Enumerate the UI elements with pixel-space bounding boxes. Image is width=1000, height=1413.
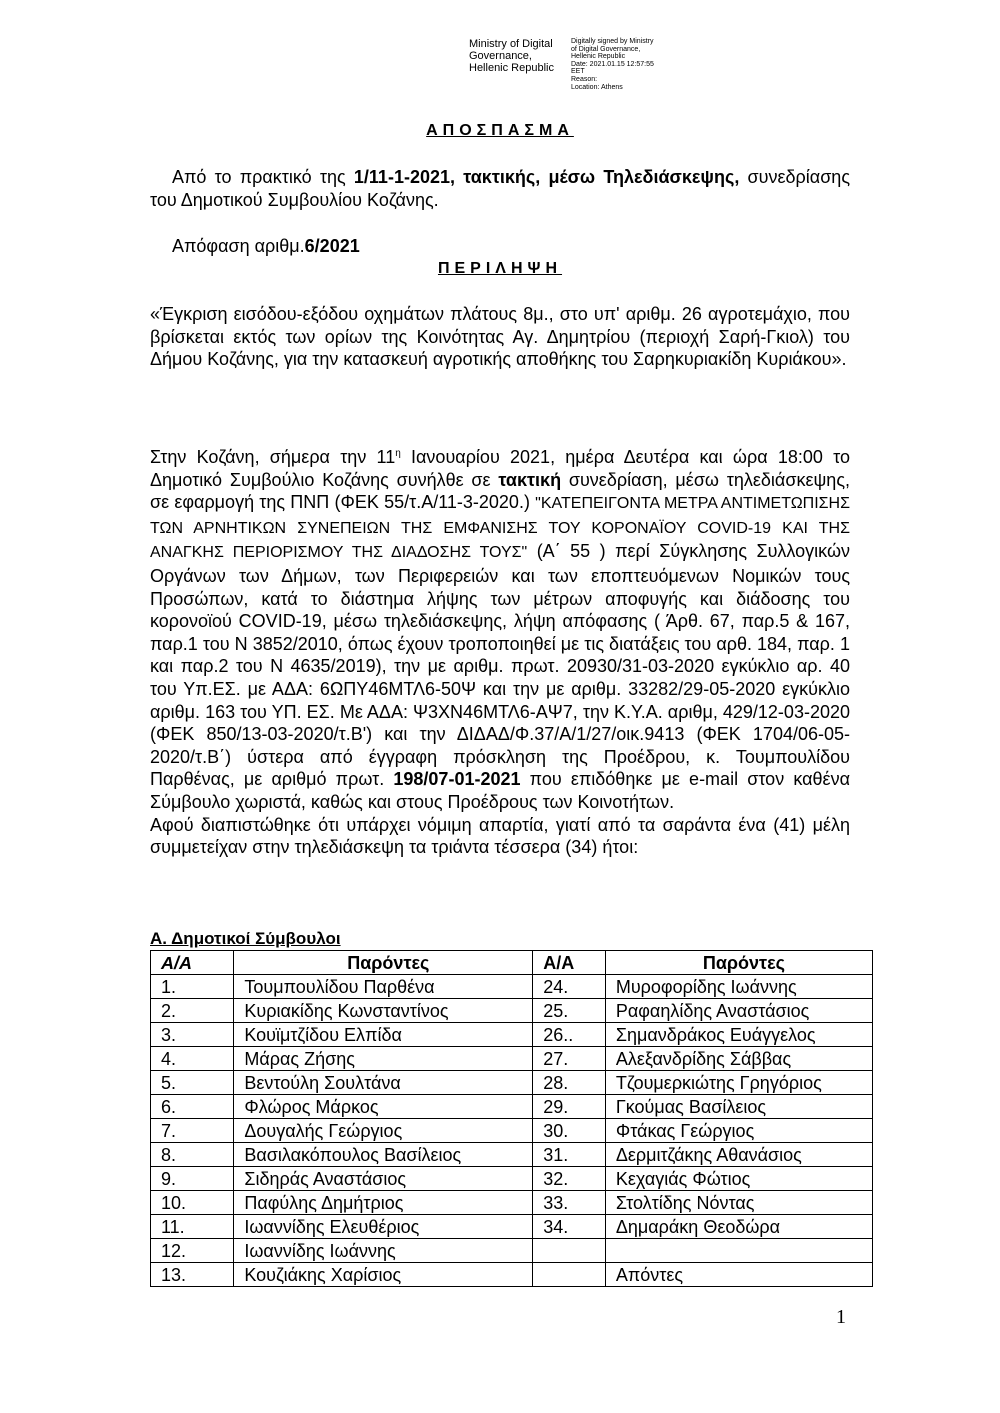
member-name-cell: Δημαράκη Θεοδώρα [605,1215,872,1239]
row-number-cell: 26.. [533,1023,606,1047]
main-text-segment: Ιανουαρίου 2021, ημέρα Δευτέρα και ώρα 18:00 το Δημοτικό Συμβούλιο Κοζάνης συνήλθε σε [150,447,850,490]
row-number-cell: 11. [151,1215,234,1239]
member-name-cell: Μυροφορίδης Ιωάννης [605,975,872,999]
main-text-segment: που επιδόθηκε με e-mail στον καθένα Σύμβουλο χωριστά, καθώς και στους Προέδρους των Κοινοτήτων. [150,769,850,812]
signature-detail-line: EET [571,68,585,76]
main-paragraph [150,446,850,859]
member-name-cell: Γκούμας Βασίλειος [605,1095,872,1119]
decision-value: 6/2021 [304,236,360,256]
row-number-cell: 29. [533,1095,606,1119]
quorum-statement: Αφού διαπιστώθηκε ότι υπάρχει νόμιμη απαρτία, γιατί από τα σαράντα ένα (41) μέλη συμμετείχαν στην τηλεδιάσκεψη τα τριάντα τέσσερα (34) ήτοι: [150,814,850,858]
digital-signature-stamp [469,38,681,91]
page-number: 1 [836,1306,846,1328]
row-number-cell: 27. [533,1047,606,1071]
signature-org-line: Ministry of Digital [469,38,553,50]
signature-detail-line: Reason: [571,75,598,83]
row-number-cell: 12. [151,1239,234,1263]
member-name-cell: Σημανδράκος Ευάγγελος [605,1023,872,1047]
member-name-cell: Ιωαννίδης Ελευθέριος [234,1215,533,1239]
row-number-cell: 32. [533,1167,606,1191]
row-number-cell: 25. [533,999,606,1023]
meeting-reference: 1/11-1-2021, τακτικής, μέσω Τηλεδιάσκεψης, [353,167,740,187]
member-name-cell: Κυριακίδης Κωνσταντίνος [234,999,533,1023]
decision-label: Απόφαση αριθμ. [172,236,305,256]
member-name-cell: Αλεξανδρίδης Σάββας [605,1047,872,1071]
member-name-cell: Στολτίδης Νόντας [605,1191,872,1215]
member-name-cell: Φλώρος Μάρκος [234,1095,533,1119]
signature-organization [469,38,565,91]
signature-org-line: Governance, [469,50,532,62]
signature-detail-line: Date: 2021.01.15 12:57:55 [571,60,654,68]
member-name-cell: Δερμιτζάκης Αθανάσιος [605,1143,872,1167]
table-row [151,1263,873,1287]
table-row [151,1215,873,1239]
signature-detail-line: Digitally signed by Ministry [571,38,654,45]
meeting-type: τακτική [498,469,562,490]
row-number-cell: 1. [151,975,234,999]
member-name-cell: Δουγαλής Γεώργιος [234,1119,533,1143]
table-row [151,1071,873,1095]
row-number-cell: 7. [151,1119,234,1143]
column-header: Παρόντες [605,951,872,975]
row-number-cell: 8. [151,1143,234,1167]
member-name-cell: Τζουμερκιώτης Γρηγόριος [605,1071,872,1095]
table-row [151,1239,873,1263]
member-name-cell: Μάρας Ζήσης [234,1047,533,1071]
row-number-cell: 2. [151,999,234,1023]
row-number-cell [533,1239,606,1263]
member-name-cell [605,1239,872,1263]
member-name-cell: Κεχαγιάς Φώτιος [605,1167,872,1191]
table-row [151,1167,873,1191]
column-header: Α/Α [533,951,606,975]
ordinal-superscript: η [395,448,401,459]
main-text-segment: συνεδρίαση, μέσω τηλεδιάσκεψης, σε εφαρμογή της ΠΝΠ (ΦΕΚ 55/τ.Α/11-3-2020.) [150,469,850,513]
section-title: Α. Δημοτικοί Σύμβουλοι [150,929,341,948]
table-row [151,1023,873,1047]
member-name-cell: Ιωαννίδης Ιωάννης [234,1239,533,1263]
table-row [151,975,873,999]
decision-number [172,236,360,257]
member-name-cell: Τουμπουλίδου Παρθένα [234,975,533,999]
member-name-cell: Παφύλης Δημήτριος [234,1191,533,1215]
signature-detail-line: of Digital Governance, [571,45,641,53]
column-header: Α/Α [151,951,234,975]
member-name-cell: Σιδηράς Αναστάσιος [234,1167,533,1191]
signature-detail-line: Location: Athens [571,83,623,91]
row-number-cell: 24. [533,975,606,999]
row-number-cell: 4. [151,1047,234,1071]
table-row [151,1047,873,1071]
table-row [151,1191,873,1215]
document-title: ΑΠΟΣΠΑΣΜΑ [426,122,574,139]
member-name-cell: Βασιλακόπουλος Βασίλειος [234,1143,533,1167]
intro-paragraph [150,166,850,211]
row-number-cell: 10. [151,1191,234,1215]
table-row [151,1143,873,1167]
row-number-cell: 28. [533,1071,606,1095]
table-row [151,1119,873,1143]
row-number-cell: 30. [533,1119,606,1143]
signature-details [571,38,681,91]
member-name-cell: Φτάκας Γεώργιος [605,1119,872,1143]
column-header: Παρόντες [234,951,533,975]
row-number-cell: 31. [533,1143,606,1167]
table-row [151,1095,873,1119]
member-name-cell: Βεντούλη Σουλτάνα [234,1071,533,1095]
law-title: "ΚΑΤΕΠΕΙΓΟΝΤΑ ΜΕΤΡΑ ΑΝΤΙΜΕΤΩΠΙΣΗΣ ΤΩΝ ΑΡΝΗΤΙΚΩΝ ΣΥΝΕΠΕΙΩΝ ΤΗΣ ΕΜΦΑΝΙΣΗΣ ΤΟΥ ΚΟΡΟΝΑΪΟΥ COVID-19 ΚΑΙ ΤΗΣ ΑΝΑΓΚΗΣ ΠΕΡΙΟΡΙΣΜΟΥ ΤΗΣ ΔΙΑΔΟΣΗΣ ΤΟΥΣ" [150,495,850,562]
row-number-cell: 6. [151,1095,234,1119]
row-number-cell: 3. [151,1023,234,1047]
member-name-cell: Απόντες [605,1263,872,1287]
invitation-protocol-number: 198/07-01-2021 [393,769,521,790]
summary-title: ΠΕΡΙΛΗΨΗ [437,260,563,277]
main-text-segment: Στην Κοζάνη, σήμερα την 11 [150,447,396,467]
main-text-segment: (Α΄ 55 ) περί Σύγκλησης Συλλογικών Οργάνων των Δήμων, των Περιφερειών και των εποπτευόμενων Νομικών τους Προσώπων, κατά το διάστημα λήψης των μέτρων αποφυγής και διάδοσης του κορονοϊού COVID-19, μέσω τηλεδιάσκεψης, λήψη απόφασης ( Άρθ. 67, παρ.5 & 167, παρ.1 του Ν 3852/2010, όπως έχουν τροποποιηθεί με τις διατάξεις του αρθ. 184, παρ. 1 και παρ.2 του Ν 4635/2019), την με αριθμ. πρωτ. 20930/31-03-2020 εγκύκλιο αρ. 40 του Υπ.ΕΣ. με ΑΔΑ: 6ΩΠΥ46ΜΤΛ6-50Ψ και την με αριθμ. 33282/29-05-2020 εγκύκλιο αριθμ. 163 του ΥΠ. ΕΣ. Με ΑΔΑ: Ψ3ΧΝ46ΜΤΛ6-ΑΨ7, την Κ.Υ.Α. αριθμ, 429/12-03-2020 (ΦΕΚ 850/13-03-2020/τ.Β') και την ΔΙΔΑΔ/Φ.37/Α/1/27/οικ.9413 (ΦΕΚ 1704/06-05-2020/τ.Β΄) ύστερα από έγγραφη πρόσκληση της Προέδρου, κ. Τουμπουλίδου Παρθένας, με αριθμό πρωτ. [150,541,850,790]
intro-suffix: συνεδρίασης του Δημοτικού Συμβουλίου Κοζάνης. [150,167,850,210]
row-number-cell: 33. [533,1191,606,1215]
intro-prefix: Από το πρακτικό της [172,167,354,187]
row-number-cell: 13. [151,1263,234,1287]
summary-paragraph: «Έγκριση εισόδου-εξόδου οχημάτων πλάτους 8μ., στο υπ' αριθμ. 26 αγροτεμάχιο, που βρίσκεται εκτός των ορίων της Κοινότητας Αγ. Δημητρίου (περιοχή Σαρή-Γκιολ) του Δήμου Κοζάνης, για την κατασκευή αγροτικής αποθήκης του Σαρηκυριακίδη Κυριάκου». [150,304,850,370]
row-number-cell: 9. [151,1167,234,1191]
signature-org-line: Hellenic Republic [469,62,554,74]
member-name-cell: Ραφαηλίδης Αναστάσιος [605,999,872,1023]
table-header-row [151,951,873,975]
row-number-cell: 34. [533,1215,606,1239]
member-name-cell: Κουϊμτζίδου Ελπίδα [234,1023,533,1047]
member-name-cell: Κουζιάκης Χαρίσιος [234,1263,533,1287]
signature-detail-line: Hellenic Republic [571,53,626,61]
table-row [151,999,873,1023]
row-number-cell: 5. [151,1071,234,1095]
attendance-table [150,950,873,1287]
row-number-cell [533,1263,606,1287]
